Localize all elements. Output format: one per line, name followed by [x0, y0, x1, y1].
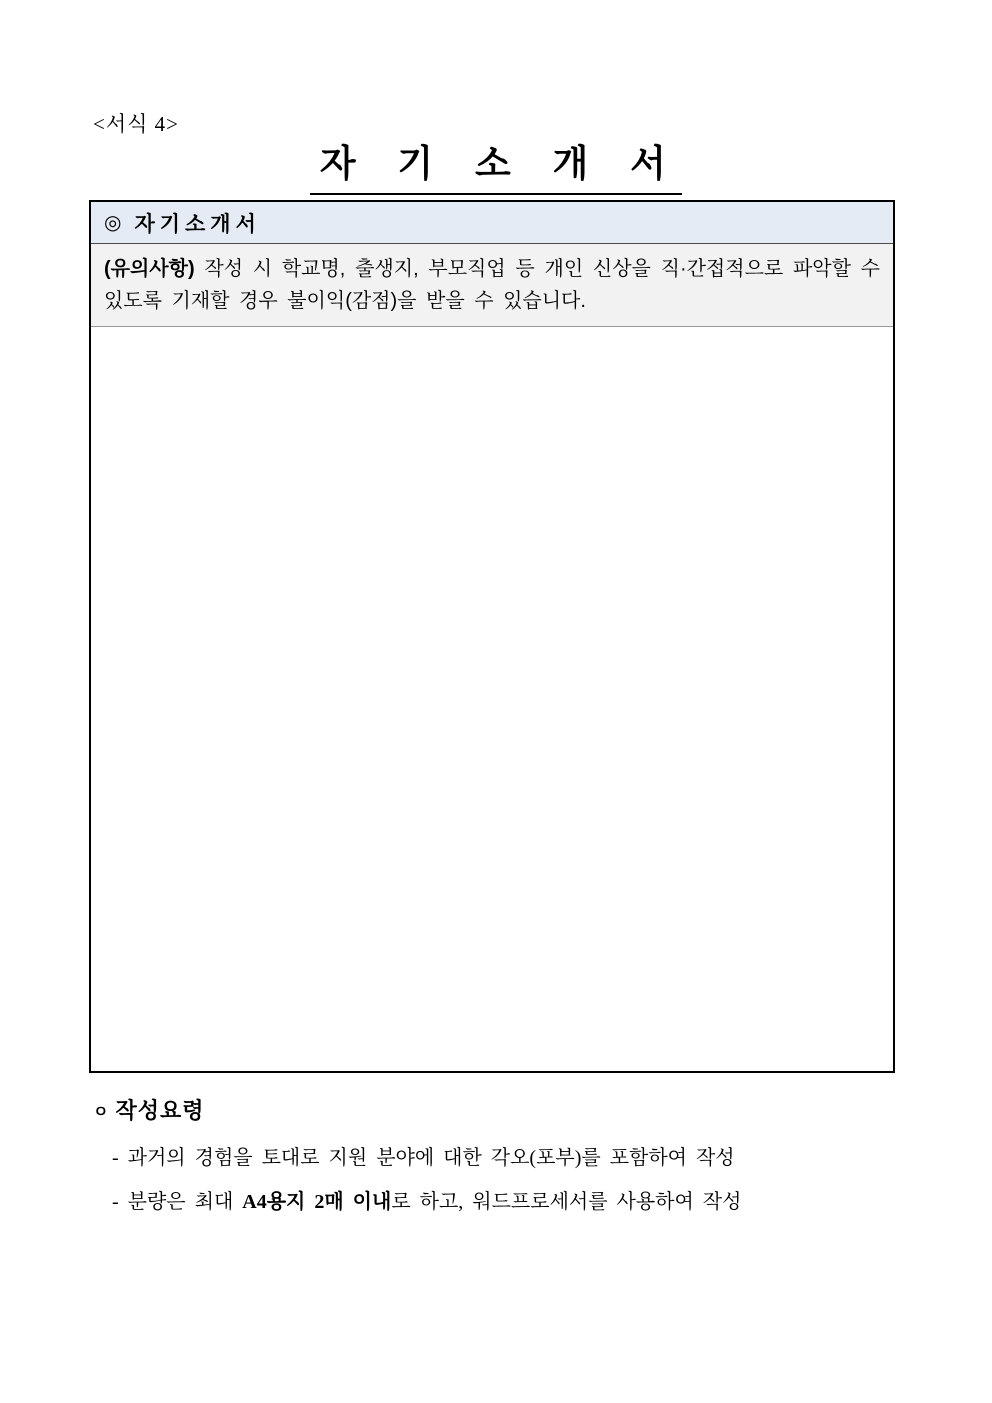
circle-bullet: ㅇ [93, 1104, 110, 1121]
guide-heading-label: 작성요령 [115, 1098, 205, 1123]
dash-bullet: - [112, 1147, 119, 1169]
notice-text: 작성 시 학교명, 출생지, 부모직업 등 개인 신상을 직·간접적으로 파악할 수 있도록 기재할 경우 불이익(감점)을 받을 수 있습니다. [104, 258, 880, 312]
guide-item-1 [112, 1141, 905, 1170]
guide-item-2-post: 로 하고, 워드프로세서를 사용하여 작성 [391, 1191, 742, 1213]
guide-item-1-text: 과거의 경험을 토대로 지원 분야에 대한 각오(포부)를 포함하여 작성 [127, 1147, 735, 1169]
page-title: 자 기 소 개 서 [310, 133, 682, 195]
title-row [0, 133, 992, 195]
dash-bullet: - [112, 1191, 119, 1213]
self-intro-table [89, 200, 895, 1073]
double-circle-icon: ◎ [104, 212, 122, 234]
form-number-tag: <서식 4> [93, 112, 180, 136]
notice-row [91, 244, 893, 327]
notice-label: (유의사항) [104, 258, 195, 280]
table-header-label: 자기소개서 [134, 212, 261, 236]
self-introduction-input-area[interactable] [91, 327, 893, 1071]
guide-item-2-bold: A4용지 2매 이내 [242, 1191, 392, 1213]
guide-item-2-pre: 분량은 최대 [127, 1191, 234, 1213]
guide-section [93, 1094, 905, 1229]
guide-heading [93, 1094, 905, 1125]
guide-item-2 [112, 1185, 905, 1214]
table-header-row [91, 202, 893, 244]
